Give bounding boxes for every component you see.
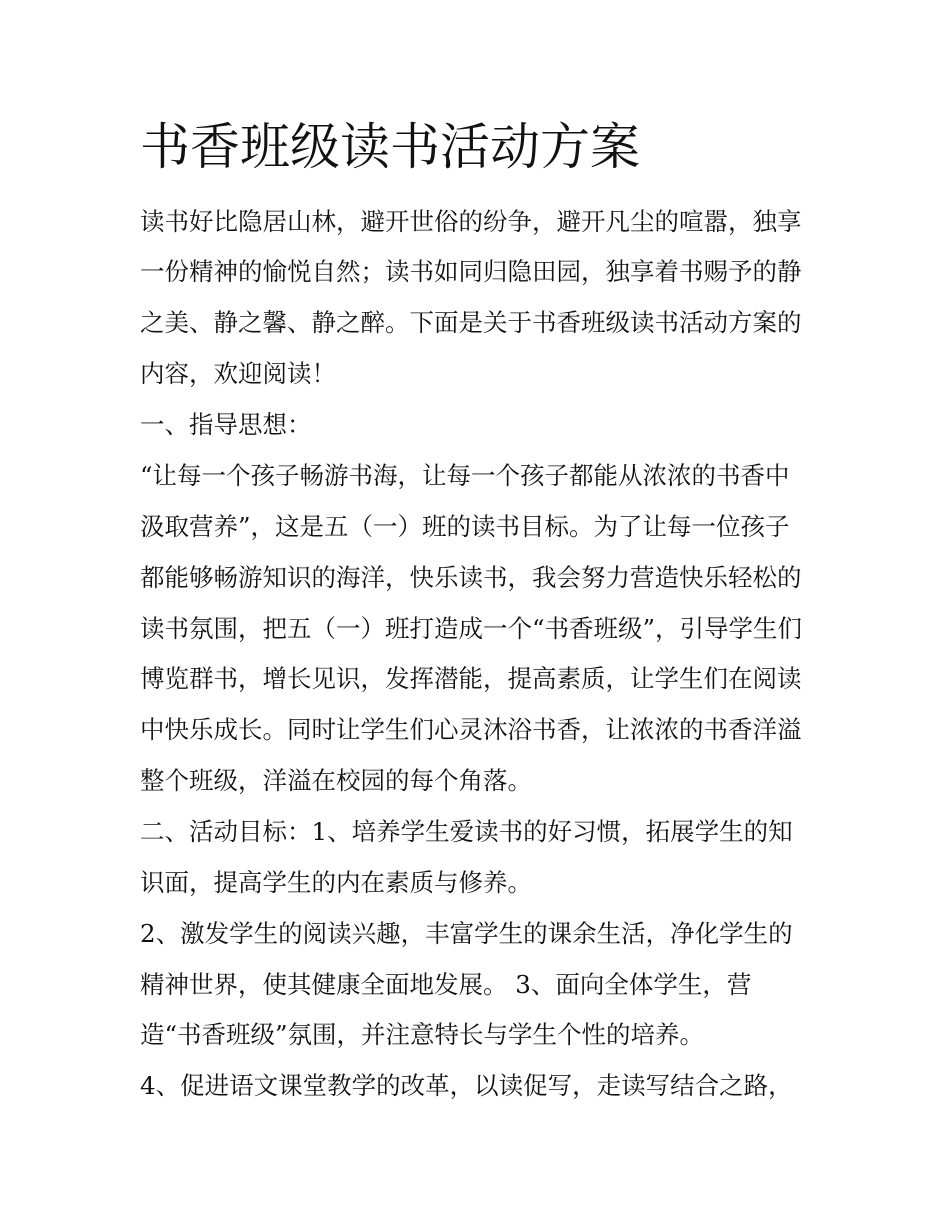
paragraph-line: 博览群书，增长见识，发挥潜能，提高素质，让学生们在阅读 — [140, 664, 802, 693]
paragraph-line: 4、促进语文课堂教学的改革，以读促写，走读写结合之路， — [140, 1071, 793, 1100]
paragraph-line: 造“书香班级”氛围，并注意特长与学生个性的培养。 — [140, 1020, 705, 1049]
paragraph-line: “让每一个孩子畅游书海，让每一个孩子都能从浓浓的书香中 — [140, 461, 790, 490]
paragraph-line: 中快乐成长。同时让学生们心灵沐浴书香，让浓浓的书香洋溢 — [140, 715, 802, 744]
document-title: 书香班级读书活动方案 — [140, 118, 640, 176]
section-heading: 二、活动目标：1、培养学生爱读书的好习惯，拓展学生的知 — [140, 817, 793, 846]
paragraph-line: 精神世界，使其健康全面地发展。 3、面向全体学生，营 — [140, 970, 752, 999]
paragraph-line: 内容，欢迎阅读！ — [140, 359, 336, 388]
paragraph-line: 读书好比隐居山林，避开世俗的纷争，避开凡尘的喧嚣，独享 — [140, 207, 802, 236]
paragraph-line: 整个班级，洋溢在校园的每个角落。 — [140, 766, 532, 795]
paragraph-line: 2、激发学生的阅读兴趣，丰富学生的课余生活，净化学生的 — [140, 919, 793, 948]
section-heading: 一、指导思想： — [140, 410, 312, 439]
paragraph-line: 都能够畅游知识的海洋，快乐读书，我会努力营造快乐轻松的 — [140, 563, 802, 592]
paragraph-line: 读书氛围，把五（一）班打造成一个“书香班级”，引导学生们 — [140, 614, 803, 643]
paragraph-line: 识面，提高学生的内在素质与修养。 — [140, 868, 532, 897]
paragraph-line: 汲取营养”，这是五（一）班的读书目标。为了让每一位孩子 — [140, 512, 790, 541]
paragraph-line: 之美、静之馨、静之醉。下面是关于书香班级读书活动方案的 — [140, 308, 802, 337]
paragraph-line: 一份精神的愉悦自然；读书如同归隐田园，独享着书赐予的静 — [140, 257, 802, 286]
